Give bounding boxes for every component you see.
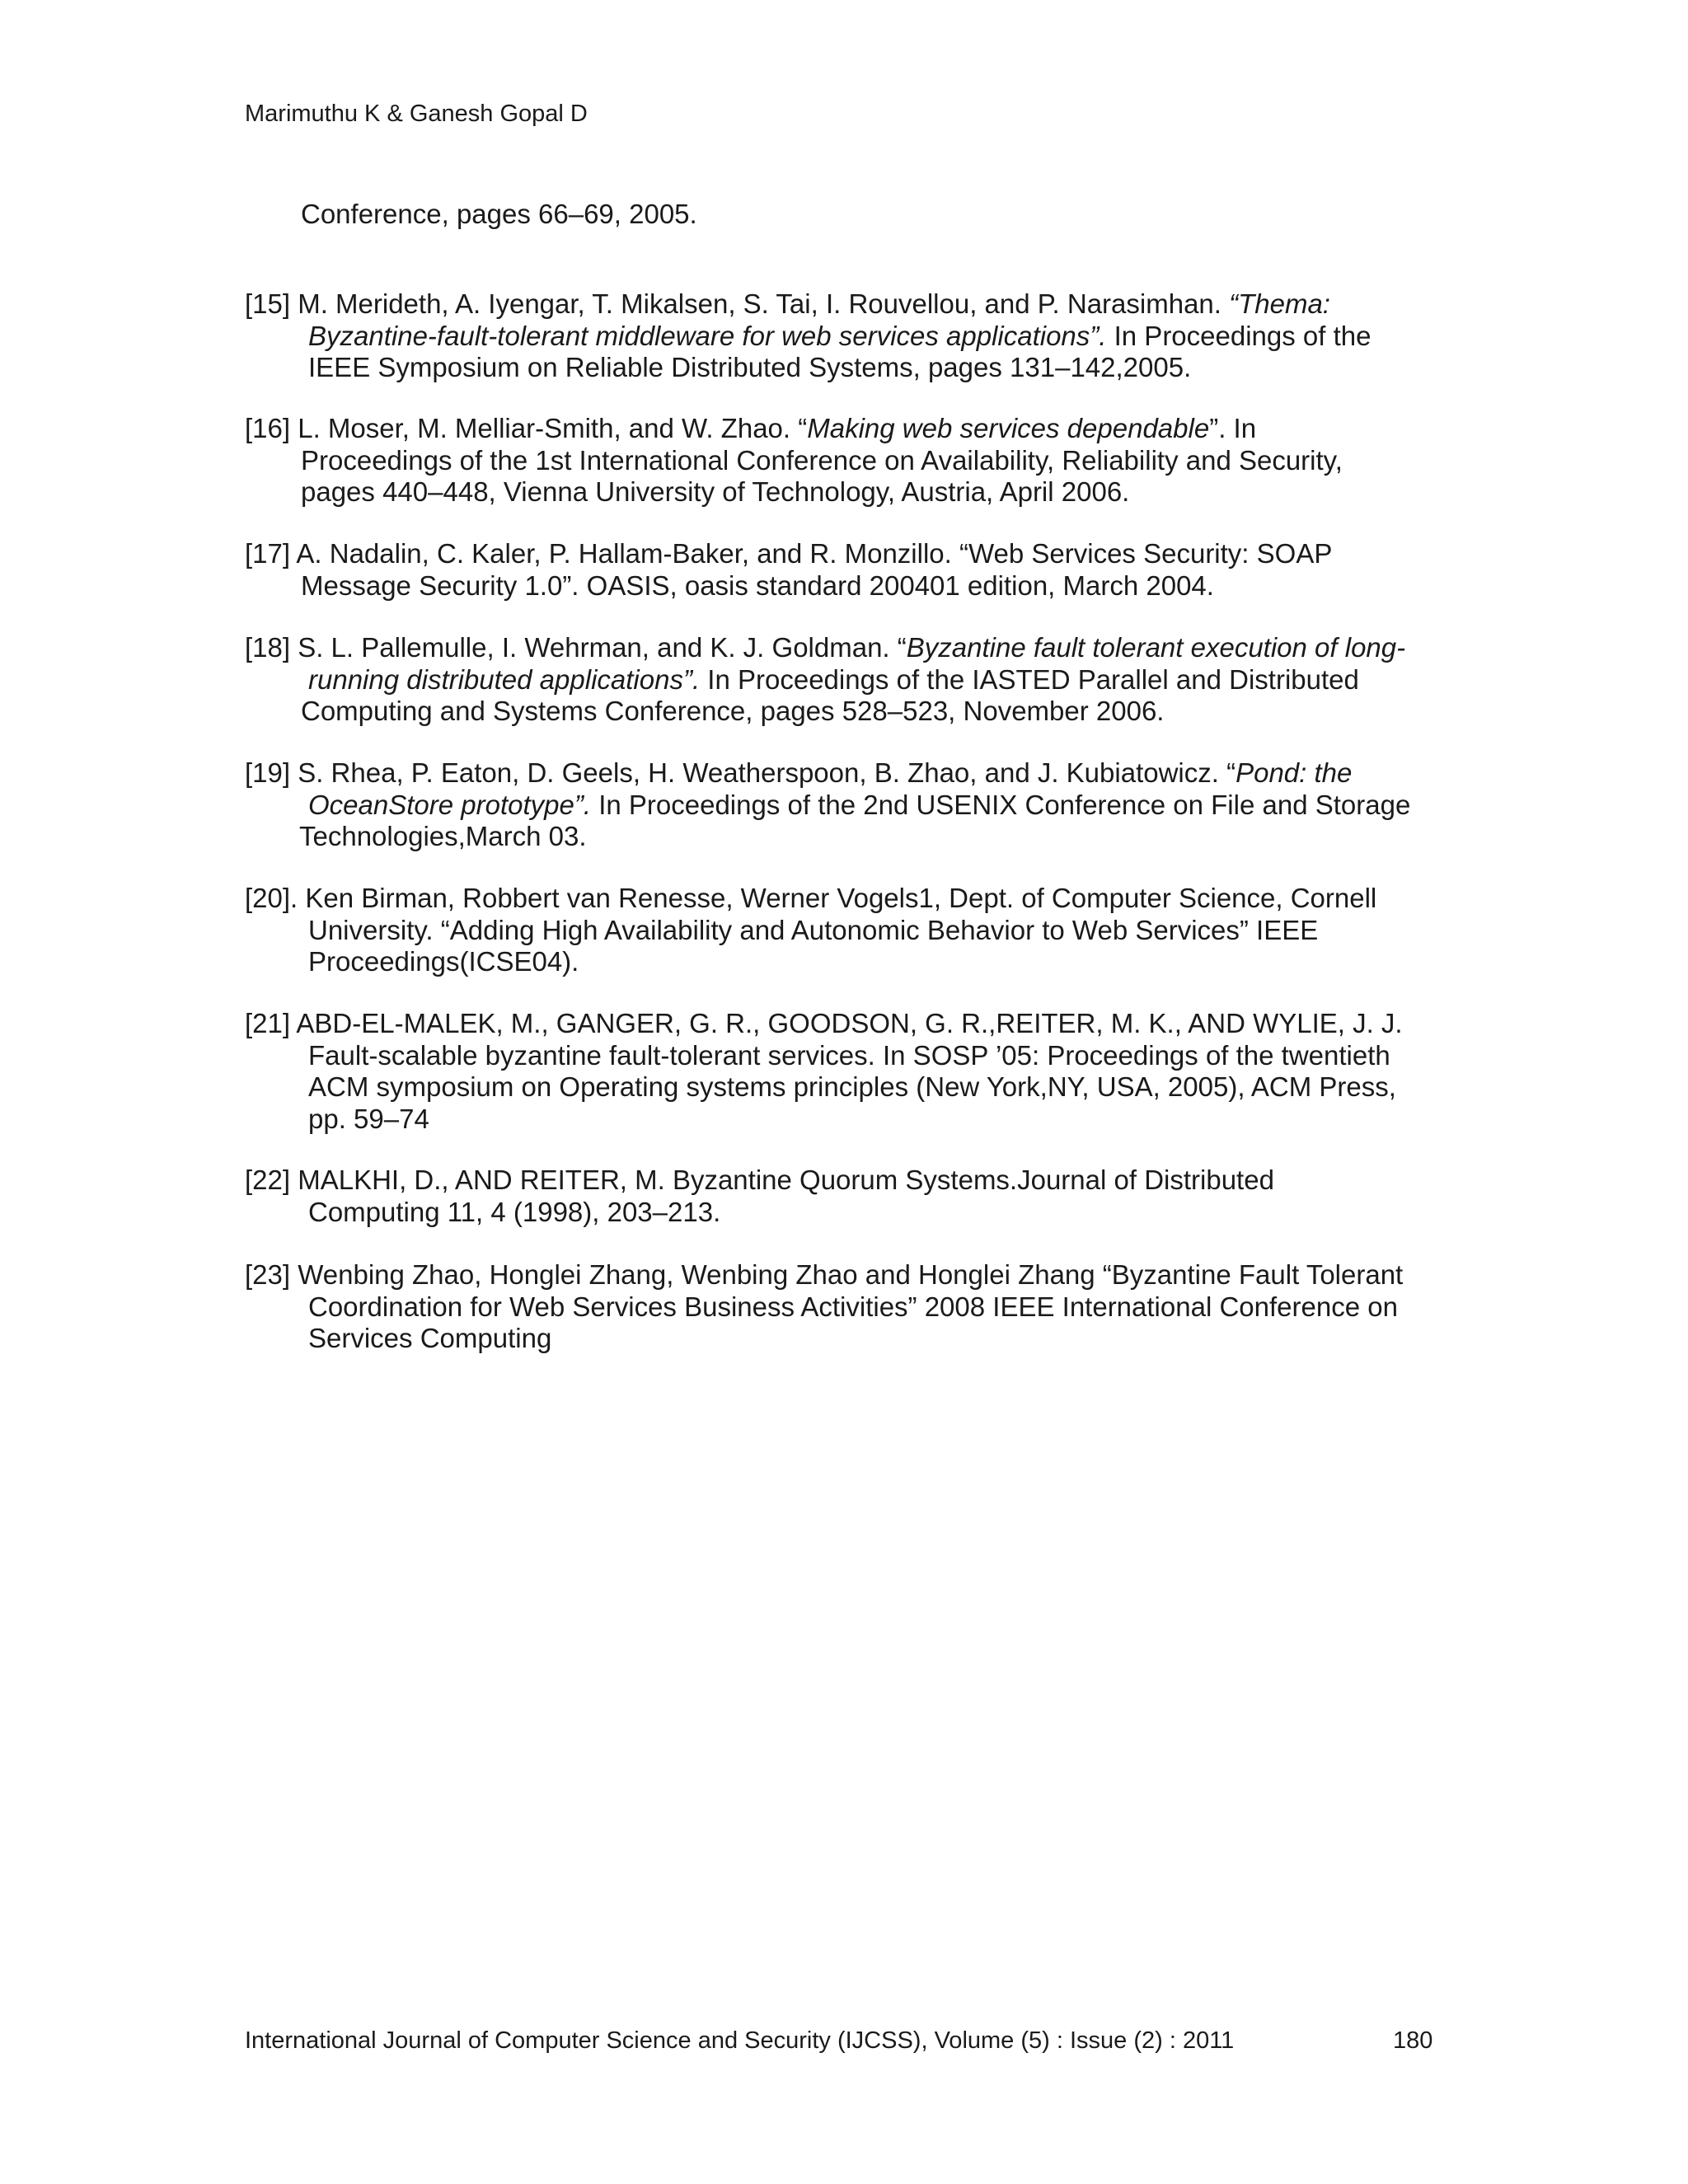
reference-line — [245, 757, 1410, 790]
reference-line: Technologies,March 03. — [299, 821, 587, 851]
reference-line: Coordination for Web Services Business Activities” 2008 IEEE International Conference on — [308, 1291, 1398, 1322]
reference-line: [21] ABD-EL-MALEK, M., GANGER, G. R., GOODSON, G. R.,REITER, M. K., AND WYLIE, J. J. — [245, 1008, 1403, 1038]
reference-line: Message Security 1.0”. OASIS, oasis standard 200401 edition, March 2004. — [301, 569, 1214, 601]
reference-21 — [245, 1008, 1403, 1135]
reference-16 — [245, 413, 1343, 509]
reference-title: Byzantine-fault-tolerant middleware for web services applications”. — [308, 320, 1107, 351]
reference-title: running distributed applications”. — [308, 663, 701, 695]
running-header-authors: Marimuthu K & Ganesh Gopal D — [245, 101, 588, 127]
reference-line: Computing 11, 4 (1998), 203–213. — [308, 1196, 721, 1227]
reference-19 — [245, 757, 1410, 853]
page-number: 180 — [1393, 2027, 1433, 2054]
reference-line: [23] Wenbing Zhao, Honglei Zhang, Wenbing Zhao and Honglei Zhang “Byzantine Fault Tolerant — [245, 1259, 1404, 1290]
reference-15 — [245, 288, 1372, 384]
reference-line: IEEE Symposium on Reliable Distributed Systems, pages 131–142,2005. — [308, 352, 1192, 382]
reference-title: Pond: the — [1236, 757, 1353, 788]
reference-line — [245, 664, 1405, 696]
reference-line: [22] MALKHI, D., AND REITER, M. Byzantine Quorum Systems.Journal of Distributed — [245, 1165, 1274, 1195]
reference-line — [245, 321, 1372, 353]
reference-17 — [245, 538, 1332, 602]
reference-continuation: Conference, pages 66–69, 2005. — [301, 199, 697, 229]
reference-title: “Thema: — [1229, 288, 1330, 319]
reference-line: ACM symposium on Operating systems principles (New York,NY, USA, 2005), ACM Press, — [308, 1071, 1396, 1102]
reference-23 — [245, 1259, 1403, 1355]
reference-line: Fault-scalable byzantine fault-tolerant services. In SOSP ’05: Proceedings of the twentieth — [308, 1039, 1390, 1071]
reference-18 — [245, 632, 1405, 728]
reference-text: In Proceedings of the — [1106, 320, 1372, 351]
reference-text: In Proceedings of the IASTED Parallel and Distributed — [700, 663, 1359, 695]
reference-line: University. “Adding High Availability and Autonomic Behavior to Web Services” IEEE — [308, 914, 1319, 945]
reference-text: In Proceedings of the 2nd USENIX Conference on File and Storage — [591, 789, 1411, 820]
reference-line — [245, 413, 1343, 445]
reference-line: Computing and Systems Conference, pages 528–523, November 2006. — [301, 696, 1165, 726]
reference-line: pages 440–448, Vienna University of Technology, Austria, April 2006. — [301, 476, 1130, 507]
footer-journal-info: International Journal of Computer Science and Security (IJCSS), Volume (5) : Issue (2) : 2011 — [245, 2027, 1235, 2054]
reference-line: Proceedings of the 1st International Conference on Availability, Reliability and Security, — [301, 444, 1343, 476]
reference-line: Proceedings(ICSE04). — [308, 946, 579, 977]
reference-text: [19] S. Rhea, P. Eaton, D. Geels, H. Weatherspoon, B. Zhao, and J. Kubiatowicz. “ — [245, 757, 1236, 788]
reference-title: Making web services dependable — [807, 413, 1210, 443]
reference-line: pp. 59–74 — [308, 1103, 429, 1134]
reference-line — [245, 288, 1372, 321]
reference-line: Services Computing — [308, 1323, 552, 1353]
reference-line — [245, 790, 1410, 822]
reference-line: [17] A. Nadalin, C. Kaler, P. Hallam-Baker, and R. Monzillo. “Web Services Security: SOAP — [245, 538, 1333, 569]
reference-title: Byzantine fault tolerant execution of long- — [906, 632, 1406, 663]
reference-title: OceanStore prototype”. — [308, 789, 592, 820]
reference-line — [245, 632, 1405, 664]
reference-20 — [245, 883, 1376, 978]
reference-line: [20]. Ken Birman, Robbert van Renesse, Werner Vogels1, Dept. of Computer Science, Cornell — [245, 883, 1377, 913]
reference-text: [16] L. Moser, M. Melliar-Smith, and W. Zhao. “ — [245, 413, 808, 443]
reference-text: [18] S. L. Pallemulle, I. Wehrman, and K. J. Goldman. “ — [245, 632, 907, 663]
reference-22 — [245, 1165, 1274, 1228]
reference-text: ”. In — [1209, 413, 1257, 443]
reference-text: [15] M. Merideth, A. Iyengar, T. Mikalsen, S. Tai, I. Rouvellou, and P. Narasimhan. — [245, 288, 1230, 319]
